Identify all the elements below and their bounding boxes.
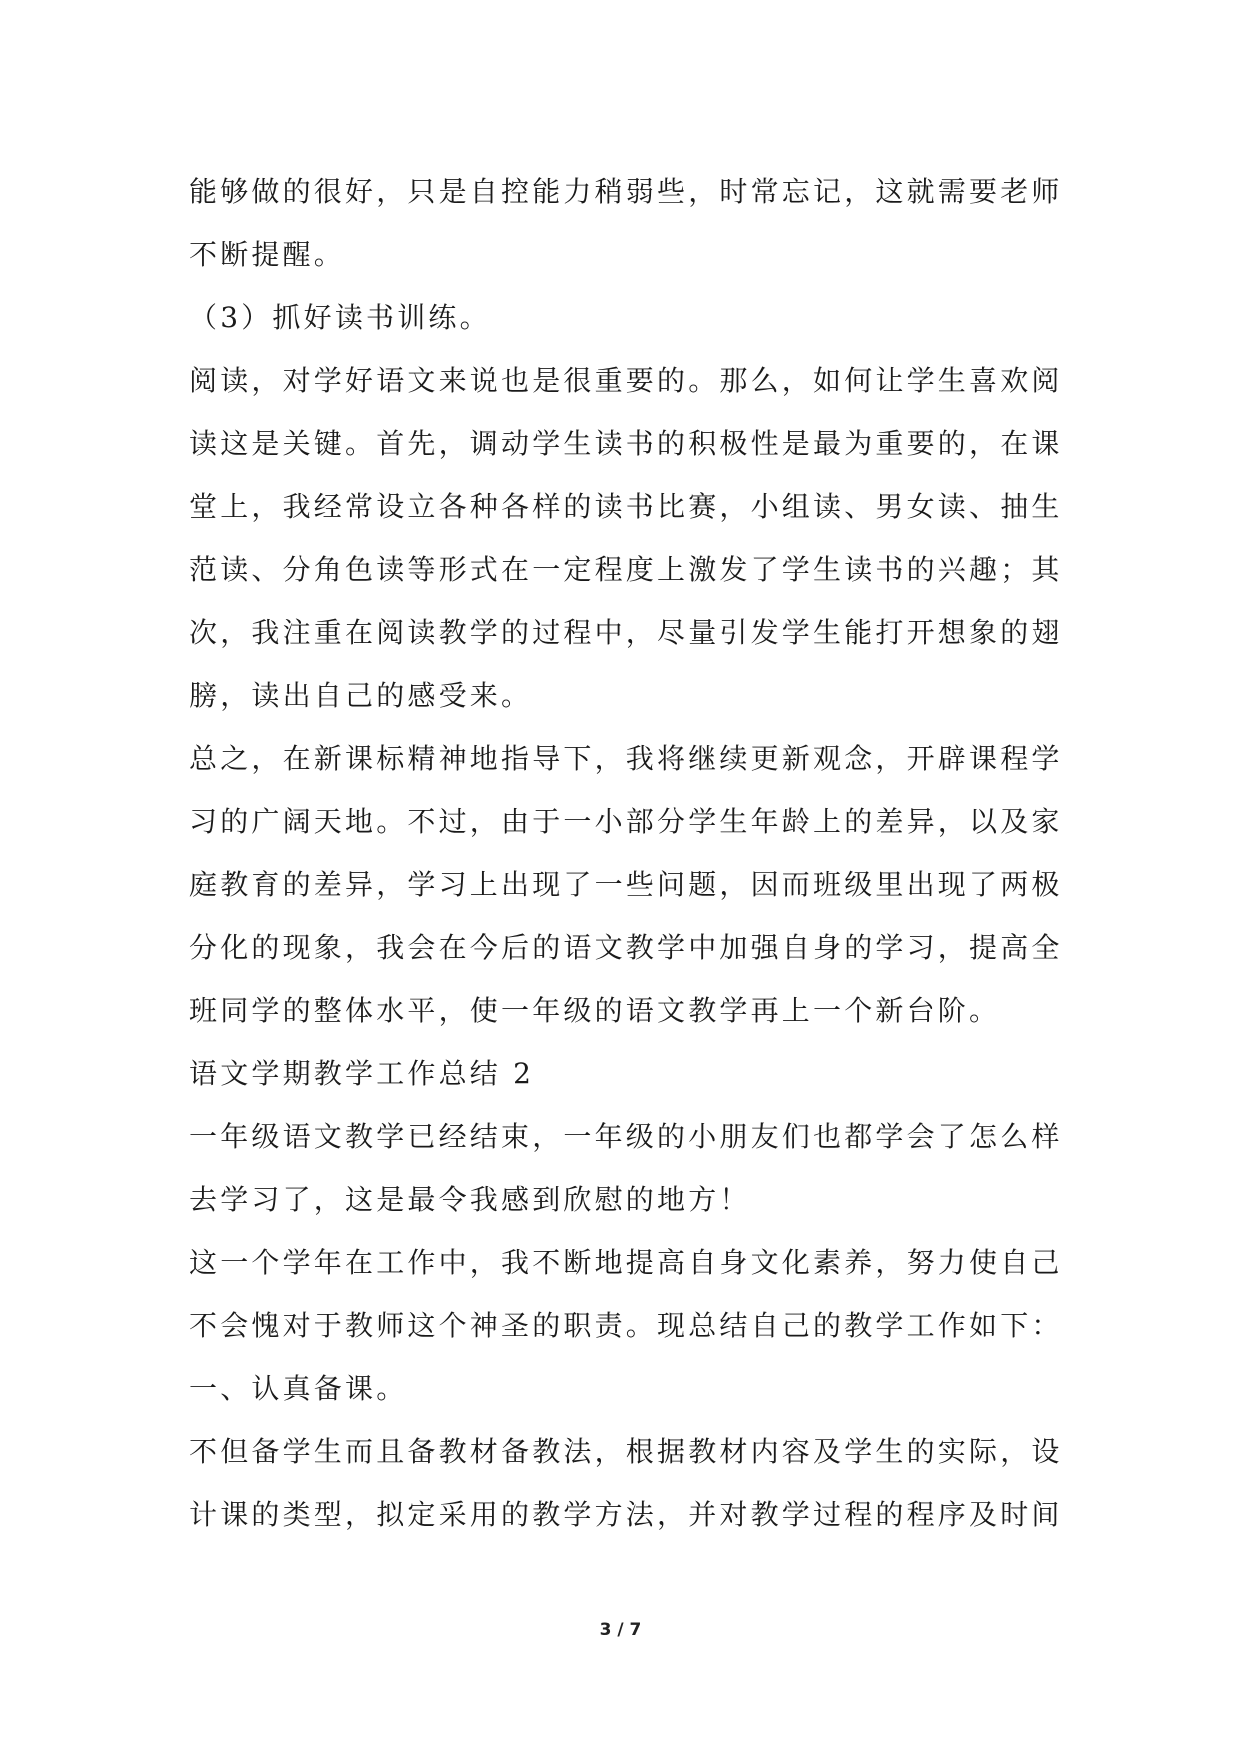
- section-heading-3: （3）抓好读书训练。: [189, 301, 491, 334]
- text-line-4: 阅读，对学好语文来说也是很重要的。那么，如何让学生喜欢阅: [189, 364, 1063, 397]
- text-line-14: 班同学的整体水平，使一年级的语文教学再上一个新台阶。: [189, 994, 1001, 1027]
- text-line-2: 不断提醒。: [189, 238, 346, 271]
- text-line-6: 堂上，我经常设立各种各样的读书比赛，小组读、男女读、抽生: [189, 490, 1063, 523]
- text-line-10: 总之，在新课标精神地指导下，我将继续更新观念，开辟课程学: [189, 742, 1063, 775]
- text-line-13: 分化的现象，我会在今后的语文教学中加强自身的学习，提高全: [189, 931, 1063, 964]
- text-line-8: 次，我注重在阅读教学的过程中，尽量引发学生能打开想象的翅: [189, 616, 1063, 649]
- section-heading-1: 一、认真备课。: [189, 1372, 408, 1405]
- text-line-1: 能够做的很好，只是自控能力稍弱些，时常忘记，这就需要老师: [189, 175, 1063, 208]
- text-line-12: 庭教育的差异，学习上出现了一些问题，因而班级里出现了两极: [189, 868, 1063, 901]
- section-title: 语文学期教学工作总结 2: [189, 1057, 535, 1090]
- text-line-7: 范读、分角色读等形式在一定程度上激发了学生读书的兴趣；其: [189, 553, 1063, 586]
- text-line-11: 习的广阔天地。不过，由于一小部分学生年龄上的差异，以及家: [189, 805, 1063, 838]
- text-line-16: 一年级语文教学已经结束，一年级的小朋友们也都学会了怎么样: [189, 1120, 1063, 1153]
- text-line-21: 不但备学生而且备教材备教法，根据教材内容及学生的实际，设: [189, 1435, 1063, 1468]
- page-number: 3 / 7: [599, 1620, 642, 1640]
- text-line-5: 读这是关键。首先，调动学生读书的积极性是最为重要的，在课: [189, 427, 1063, 460]
- text-line-17: 去学习了，这是最令我感到欣慰的地方！: [189, 1183, 751, 1216]
- text-line-18: 这一个学年在工作中，我不断地提高自身文化素养，努力使自己: [189, 1246, 1063, 1279]
- text-line-22: 计课的类型，拟定采用的教学方法，并对教学过程的程序及时间: [189, 1498, 1063, 1531]
- text-line-9: 膀，读出自己的感受来。: [189, 679, 533, 712]
- document-body: [189, 160, 1063, 1546]
- text-line-19: 不会愧对于教师这个神圣的职责。现总结自己的教学工作如下：: [189, 1309, 1063, 1342]
